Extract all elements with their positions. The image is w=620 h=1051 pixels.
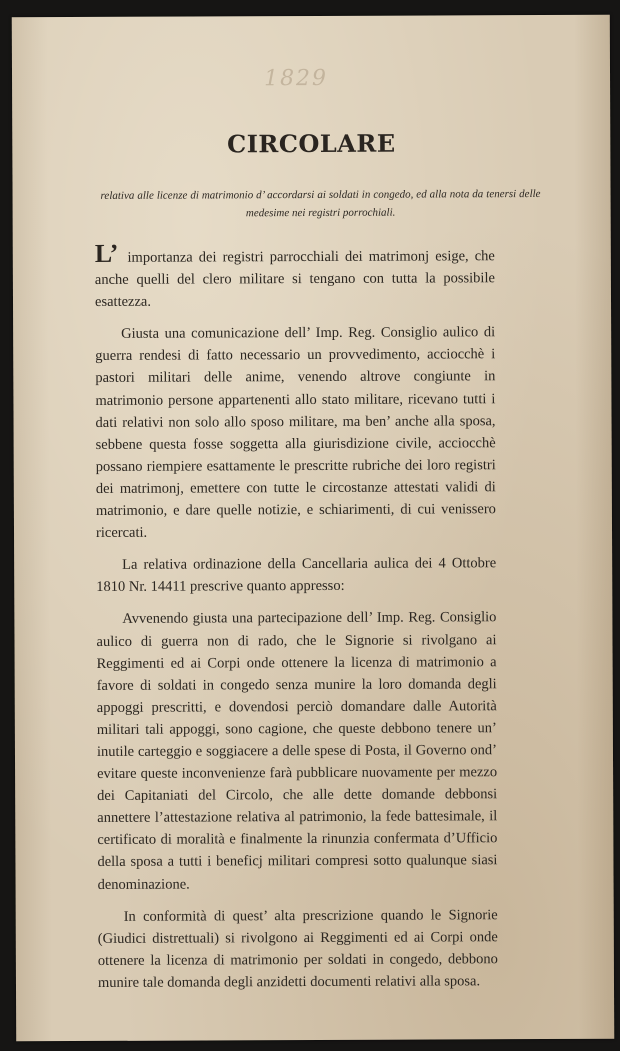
dropcap: L’ — [94, 238, 119, 268]
paragraph-2: Giusta una comunicazione dell’ Imp. Reg. Consiglio aulico di guerra rendesi di fatto necessario un provvedimento, acciocchè i pastori militari delle anime, venendo altrove congiunte in matrimonio persone appartenenti allo stato militare, ricevano tutti i dati relativi non solo allo sposo militare, ma ben’ anche alla sposa, sebbene questa fosse soggetta alla giurisdizione civile, acciocchè possano riempiere esattamente le prescritte rubriche dei loro registri dei matrimonj, emettere con tutte le circostanze attestati validi di matrimonio, e dare quelle notizie, e schiarimenti, di cui venissero ricercati. — [95, 324, 496, 542]
handwritten-note: 1829 — [263, 65, 329, 92]
paragraph-1-text: importanza dei registri parrocchiali dei matrimonj esige, che anche quelli del clero militare si tengano con tutta la possibile esattezza. — [94, 248, 495, 311]
paragraph-4: Avvenendo giusta una partecipazione dell’ Imp. Reg. Consiglio aulico di guerra non di rado, che le Signorie si rivolgano ai Reggimenti ed ai Corpi onde ottenere la licenza di matrimonio a favore di soldati in congedo senza munire la loro domanda degli appoggi prescritti, e dovendosi perciò domandare dalle Autorità militari tali appoggi, sono cagione, che queste debbono tenere un’ inutile carteggio e soggiacere a delle spese di Posta, il Governo ond’ evitare queste inconvenienze farà pubblicare nuovamente per mezzo dei Capitaniati del Circolo, che alle dette domande debbonsi annettere l’attestazione relativa al patrimonio, la fede battesimale, il certificato di moralità e finalmente la rinunzia confermata d’Ufficio della sposa a tutti i beneficj militari compresi sotto qualunque siasi denominazione. — [96, 609, 498, 893]
paragraph-1 — [94, 238, 495, 313]
document-title: CIRCOLARE — [226, 128, 396, 159]
paragraph-3: La relativa ordinazione della Cancellaria aulica dei 4 Ottobre 1810 Nr. 14411 prescrive quanto appresso: — [96, 555, 497, 596]
document-subtitle: relativa alle licenze di matrimonio d’ accordarsi ai soldati in congedo, ed alla nota da tenersi delle medesime nei registri porrochiali. — [100, 188, 541, 220]
paragraph-5: In conformità di quest’ alta prescrizione quando le Signorie (Giudici distrettuali) si rivolgono ai Reggimenti ed ai Corpi onde ottenere la licenza di matrimonio per soldati in congedo, debbono munire tale domanda degli anzidetti documenti relativi alla sposa. — [97, 906, 498, 991]
document-page — [12, 15, 614, 1042]
document-body — [94, 238, 498, 1004]
